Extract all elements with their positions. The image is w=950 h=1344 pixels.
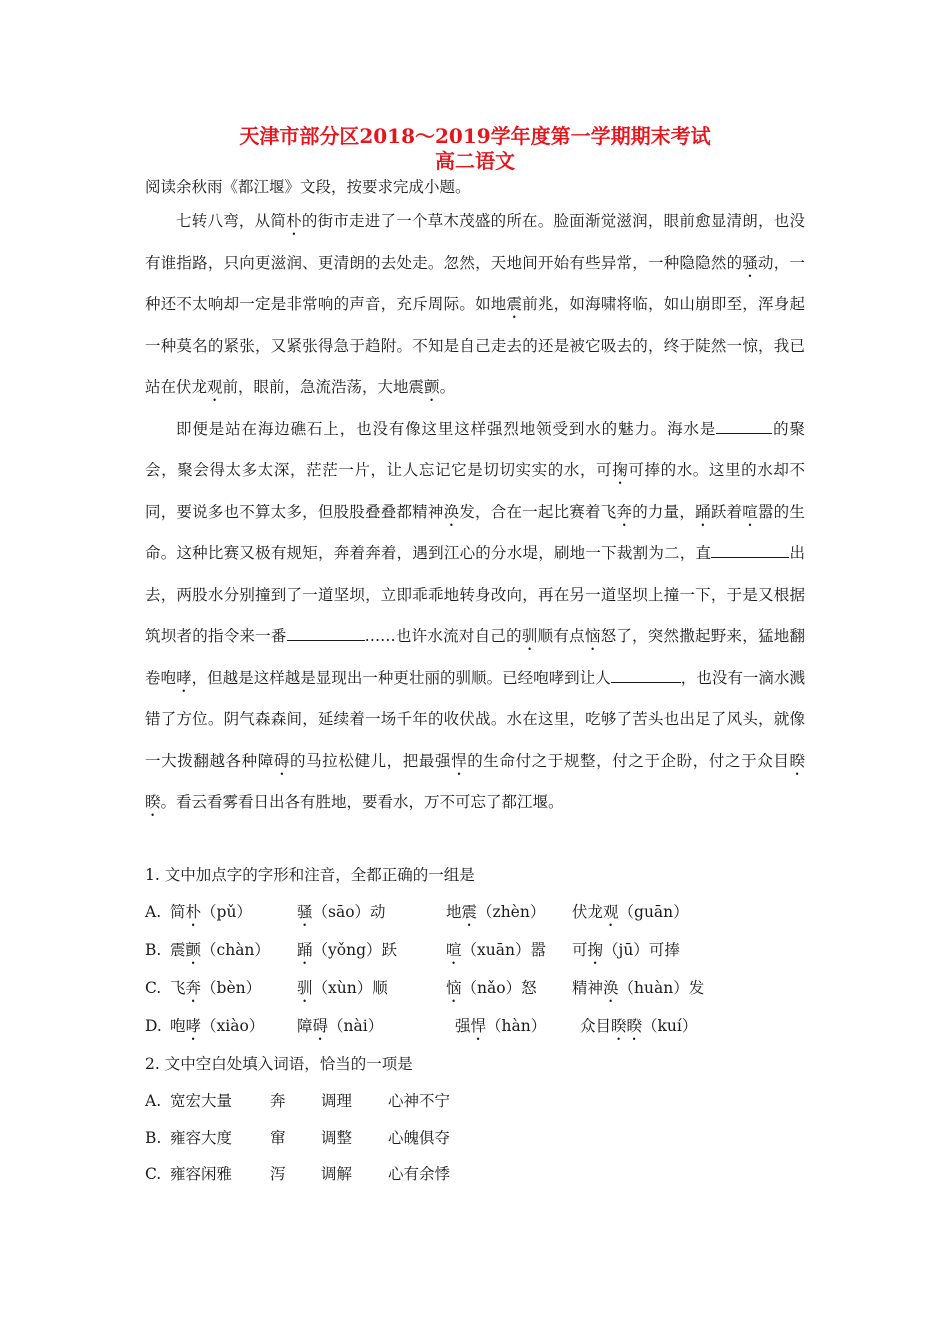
dotted-char: 悍 (451, 751, 468, 770)
option-word: 心神不宁 (388, 1092, 451, 1110)
option-word: 窜 (270, 1129, 286, 1147)
fill-blank-4 (611, 664, 681, 683)
option-item: 可掬（jū）可捧 (572, 941, 680, 959)
text-run: 的生命付之于规整，付之于企盼，付之于众目 (467, 751, 790, 770)
option-word: 泻 (270, 1165, 286, 1183)
text-run: 前兆，如海啸将临，如山崩即至，浑身起一种莫名的紧张，又紧张得急于趋附。不知是自己走去的还是被它吸去的，终于陡然一惊，我已站在伏龙 (145, 295, 805, 396)
option-word: 调整 (321, 1129, 353, 1147)
option-word: 宽宏大量 (170, 1092, 233, 1110)
option-item: 飞奔（bèn） (170, 979, 262, 997)
question-1-stem: 1. 文中加点字的字形和注音，全都正确的一组是 (145, 866, 475, 884)
text-run: 出去，两股水分别撞到了一道坚坝，立即乖乖地转身改向，再在另一道坚坝上撞一下，于是又根据筑坝者的指令来一番 (145, 544, 805, 645)
dotted-char: 掬 (612, 461, 629, 479)
passage-paragraph-1 (145, 201, 805, 409)
text-run: 嚣的生命。这种比赛又极有规矩，奔着奔着，遇到江心的分水堤，刷地一下裁割为二，直 (145, 502, 805, 562)
text-run: 跃着 (710, 502, 743, 521)
option-item: 众目睽睽（kuí） (580, 1017, 698, 1035)
fill-blank-3 (287, 622, 365, 641)
dotted-char: 驯 (521, 627, 538, 645)
passage-paragraph-2 (145, 409, 805, 824)
reading-instruction: 阅读余秋雨《都江堰》文段，按要求完成小题。 (145, 178, 471, 196)
option-label: C. (145, 979, 162, 997)
option-item: 简朴（pǔ） (170, 903, 252, 921)
option-item: 障碍（nài） (297, 1017, 384, 1035)
fill-blank-1 (716, 415, 772, 434)
option-label: B. (145, 1129, 162, 1147)
option-item: 强悍（hàn） (455, 1017, 547, 1035)
text-run: ，但越是这样越是显现出一种更壮丽的驯顺。已经咆哮到让人 (191, 668, 611, 687)
dotted-char: 喧 (742, 502, 758, 521)
option-item: 震颤（chàn） (170, 941, 270, 959)
fill-blank-2 (711, 539, 789, 558)
dotted-char: 骚 (742, 253, 759, 272)
dotted-char: 涣 (443, 502, 460, 521)
text-run: 七转八弯，从简 (176, 212, 287, 230)
text-run: ……也许水流对自己的 (364, 627, 522, 645)
option-word: 调解 (321, 1165, 353, 1183)
text-run: 发，合在一起比赛着飞 (459, 502, 617, 521)
option-word: 心魄俱夺 (388, 1129, 451, 1147)
dotted-char: 震 (506, 295, 523, 313)
dotted-char: 碍 (273, 751, 291, 770)
dotted-char: 朴 (286, 212, 302, 230)
option-word: 雍容大度 (170, 1129, 233, 1147)
option-item: 恼（nǎo）怒 (446, 979, 537, 997)
dotted-char: 恼 (584, 627, 601, 645)
text-run: 动，一种还不太响却一定是非常响的声音，充斥周际。如地 (145, 253, 805, 313)
dotted-char: 颤 (424, 378, 440, 396)
dotted-char: 哮 (176, 668, 192, 687)
option-word: 调理 (321, 1092, 353, 1110)
text-run: 的马拉松健儿，把最强 (290, 751, 452, 770)
option-word: 雍容闲雅 (170, 1165, 233, 1183)
text-run: 可捧的水。这里的水却不同，要说多也不算太多，但股股叠叠都精神 (145, 461, 805, 521)
option-item: 喧（xuān）嚣 (446, 941, 546, 959)
option-label: A. (145, 1092, 162, 1110)
text-run: ，也没有一滴水溅错了方位。阴气森森间，延续着一场千年的收伏战。水在这里，吃够了苦头也出足了风头，就像一大拨翻越各种障 (145, 668, 805, 770)
option-item: 驯（xùn）顺 (297, 979, 388, 997)
option-item: 伏龙观（guān） (572, 903, 689, 921)
question-2-stem: 2. 文中空白处填入词语，恰当的一项是 (145, 1055, 413, 1073)
option-word: 奔 (270, 1092, 286, 1110)
reading-passage (145, 201, 805, 824)
text-run: 。 (439, 378, 456, 396)
text-run: 前，眼前，急流浩荡，大地震 (222, 378, 425, 396)
option-item: 精神涣（huàn）发 (572, 979, 705, 997)
exam-title: 天津市部分区2018～2019学年度第一学期期末考试 (239, 124, 711, 148)
option-item: 踊（yǒng）跃 (297, 941, 398, 959)
text-run: 怒了，突然撒起野来，猛地翻卷咆 (145, 627, 805, 687)
text-run: 即便是站在海边礁石上，也没有像这里这样强烈地领受到水的魅力。海水是 (176, 419, 717, 438)
dotted-char: 踊 (695, 502, 711, 521)
dotted-char: 睽睽 (145, 751, 805, 811)
option-item: 咆哮（xiào） (170, 1017, 265, 1035)
option-item: 骚（sāo）动 (297, 903, 386, 921)
dotted-char: 奔 (616, 502, 633, 521)
text-run: 。看云看雾看日出各有胜地，要看水，万不可忘了都江堰。 (160, 793, 564, 811)
option-label: B. (145, 941, 162, 959)
option-label: D. (145, 1017, 162, 1035)
exam-subject: 高二语文 (435, 149, 515, 173)
option-item: 地震（zhèn） (446, 903, 546, 921)
option-label: C. (145, 1165, 162, 1183)
text-run: 的聚会，聚会得太多太深，茫茫一片，让人忘记它是切切实实的水，可 (145, 419, 805, 479)
text-run: 的力量， (632, 502, 696, 521)
option-label: A. (145, 903, 162, 921)
text-run: 顺有点 (537, 627, 585, 645)
text-run: 的街市走进了一个草木茂盛的所在。脸面渐觉滋润，眼前愈显清朗，也没有谁指路，只向更滋润、更清朗的去处走。忽然，天地间开始有些异常，一种隐隐然的 (145, 212, 805, 272)
dotted-char: 观 (207, 378, 223, 396)
option-word: 心有余悸 (388, 1165, 451, 1183)
